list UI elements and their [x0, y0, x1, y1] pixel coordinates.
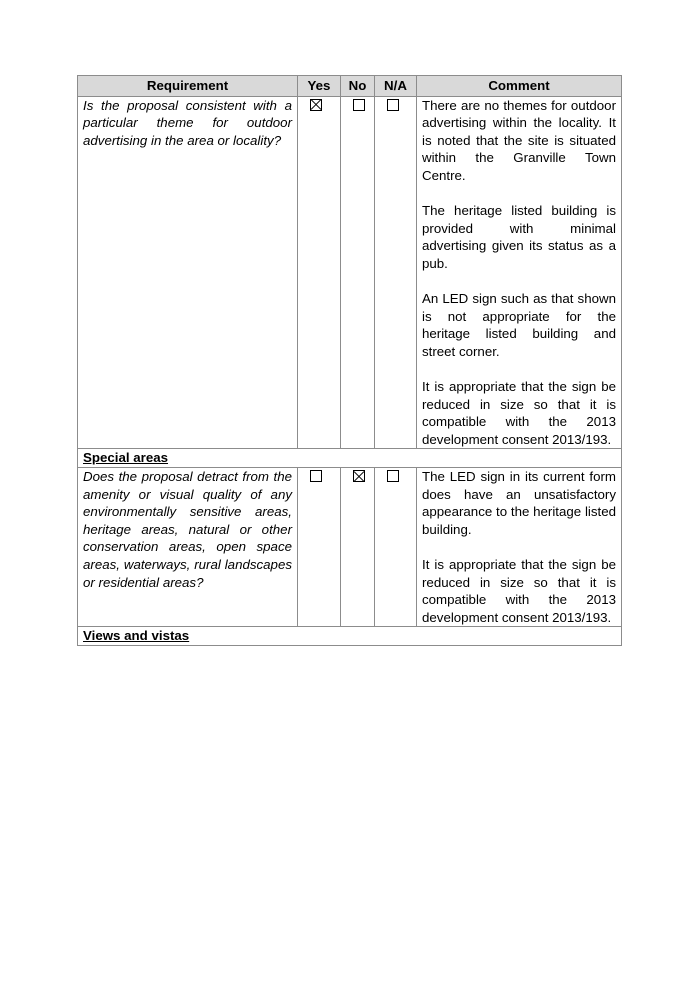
comment-paragraph: It is appropriate that the sign be reduced in size so that it is compatible with the 2013 development consent 2013/193.: [422, 379, 616, 447]
comment-paragraph: There are no themes for outdoor advertising within the locality. It is noted that the site is situated within the Granville Town Centre.: [422, 97, 616, 183]
comment-paragraph: It is appropriate that the sign be reduced in size so that it is compatible with the 2013 development consent 2013/193.: [422, 557, 616, 625]
section-row-special-areas: [78, 449, 622, 468]
header-na: N/A: [375, 76, 417, 97]
yes-cell: [298, 96, 341, 449]
no-cell: [341, 468, 375, 627]
section-row-views-and-vistas: [78, 627, 622, 646]
header-yes: Yes: [298, 76, 341, 97]
header-requirement: Requirement: [78, 76, 298, 97]
yes-cell: [298, 468, 341, 627]
header-no: No: [341, 76, 375, 97]
section-heading: Views and vistas: [78, 627, 622, 646]
header-row: [78, 76, 622, 97]
requirement-cell: Does the proposal detract from the amenity or visual quality of any environmentally sensitive areas, heritage areas, natural or other conservation areas, open space areas, waterways, rural landscapes or residential areas?: [78, 468, 298, 627]
comment-cell: [417, 468, 622, 627]
no-cell: [341, 96, 375, 449]
na-checkbox[interactable]: [387, 99, 399, 111]
na-cell: [375, 96, 417, 449]
assessment-table: [77, 75, 622, 646]
yes-checkbox[interactable]: [310, 470, 322, 482]
table-row: [78, 468, 622, 627]
no-checkbox[interactable]: [353, 99, 365, 111]
comment-paragraph: The heritage listed building is provided with minimal advertising given its status as a pub.: [422, 203, 616, 271]
no-checkbox[interactable]: [353, 470, 365, 482]
comment-paragraph: The LED sign in its current form does have an unsatisfactory appearance to the heritage listed building.: [422, 469, 616, 537]
na-cell: [375, 468, 417, 627]
na-checkbox[interactable]: [387, 470, 399, 482]
header-comment: Comment: [417, 76, 622, 97]
section-heading: Special areas: [78, 449, 622, 468]
comment-cell: [417, 96, 622, 449]
yes-checkbox[interactable]: [310, 99, 322, 111]
comment-paragraph: An LED sign such as that shown is not appropriate for the heritage listed building and street corner.: [422, 291, 616, 359]
table-row: [78, 96, 622, 449]
requirement-cell: Is the proposal consistent with a particular theme for outdoor advertising in the area or locality?: [78, 96, 298, 449]
